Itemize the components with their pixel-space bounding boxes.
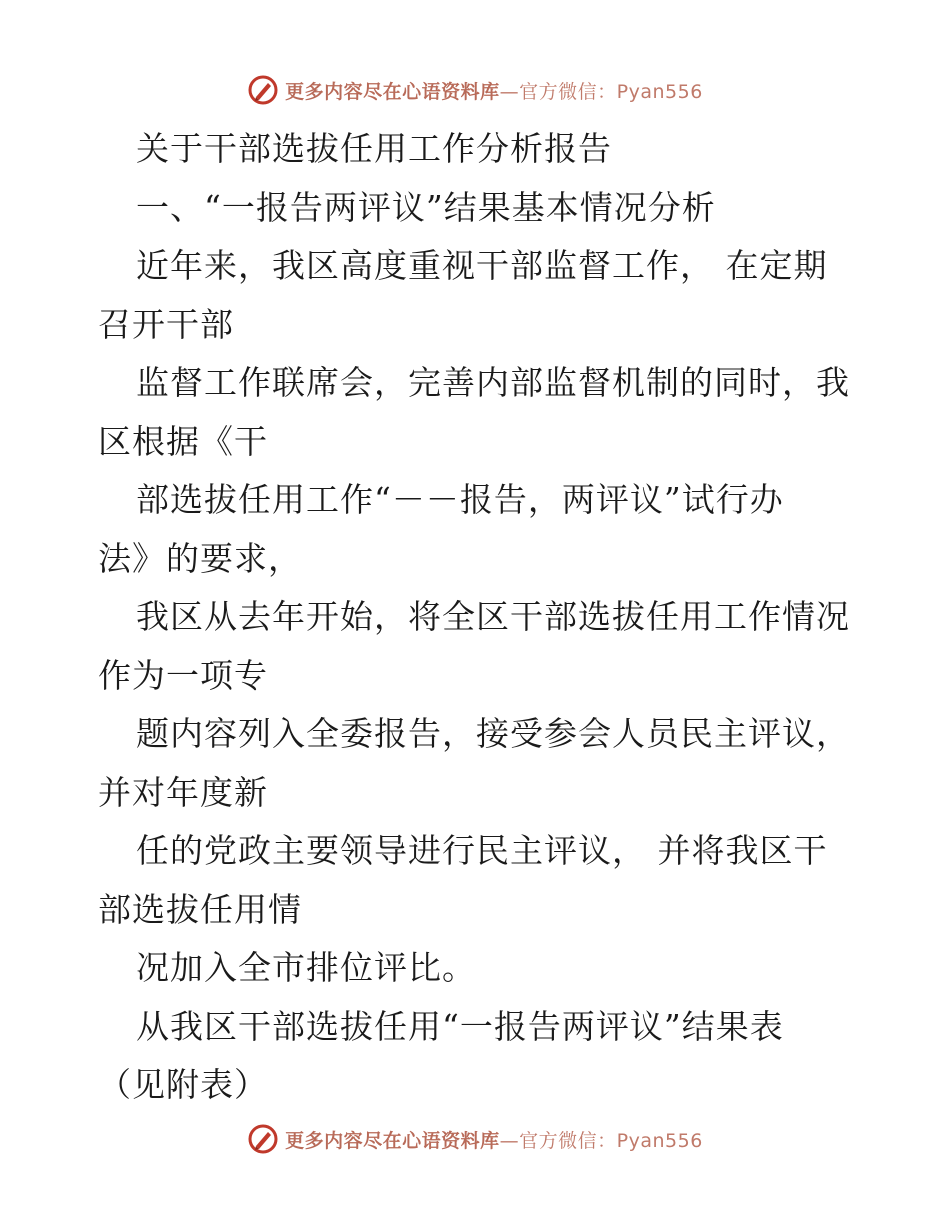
- text-line: 部选拔任用情: [98, 889, 302, 929]
- text-line: 近年来，我区高度重视干部监督工作， 在定期: [136, 246, 828, 285]
- text-line: 区根据《干: [98, 421, 268, 461]
- text-line: 从我区干部选拔任用“一报告两评议”结果表: [136, 1006, 784, 1046]
- text-line: 监督工作联席会，完善内部监督机制的同时，我: [136, 363, 850, 402]
- text-line: 任的党政主要领导进行民主评议， 并将我区干: [136, 831, 828, 870]
- text-line: 我区从去年开始，将全区干部选拔任用工作情况: [136, 597, 850, 636]
- watermark-brand: 更多内容尽在心语资料库: [285, 80, 500, 103]
- watermark-contact: —官方微信：Pyan556: [499, 1129, 703, 1152]
- watermark-brand: 更多内容尽在心语资料库: [285, 1129, 500, 1152]
- document-title: 关于干部选拔任用工作分析报告: [136, 129, 612, 168]
- text-line: 召开干部: [98, 304, 234, 344]
- text-line: 题内容列入全委报告，接受参会人员民主评议，: [136, 714, 850, 753]
- text-line: 况加入全市排位评比。: [136, 948, 476, 987]
- footer-watermark: [0, 1119, 950, 1159]
- pen-logo-icon: [247, 74, 279, 106]
- text-line: 并对年度新: [98, 772, 268, 812]
- watermark-contact: —官方微信：Pyan556: [499, 80, 703, 103]
- text-line: 作为一项专: [98, 655, 268, 695]
- text-line: 法》的要求，: [98, 538, 302, 578]
- pen-logo-icon: [247, 1123, 279, 1155]
- document-body: [98, 120, 858, 1115]
- header-watermark: [0, 70, 950, 110]
- watermark-text: [285, 1126, 703, 1153]
- text-line: （见附表）: [98, 1065, 268, 1104]
- text-line: 一、“一报告两评议”结果基本情况分析: [136, 187, 716, 227]
- text-line: 部选拔任用工作“－－报告，两评议”试行办: [136, 480, 784, 519]
- watermark-text: [285, 77, 703, 104]
